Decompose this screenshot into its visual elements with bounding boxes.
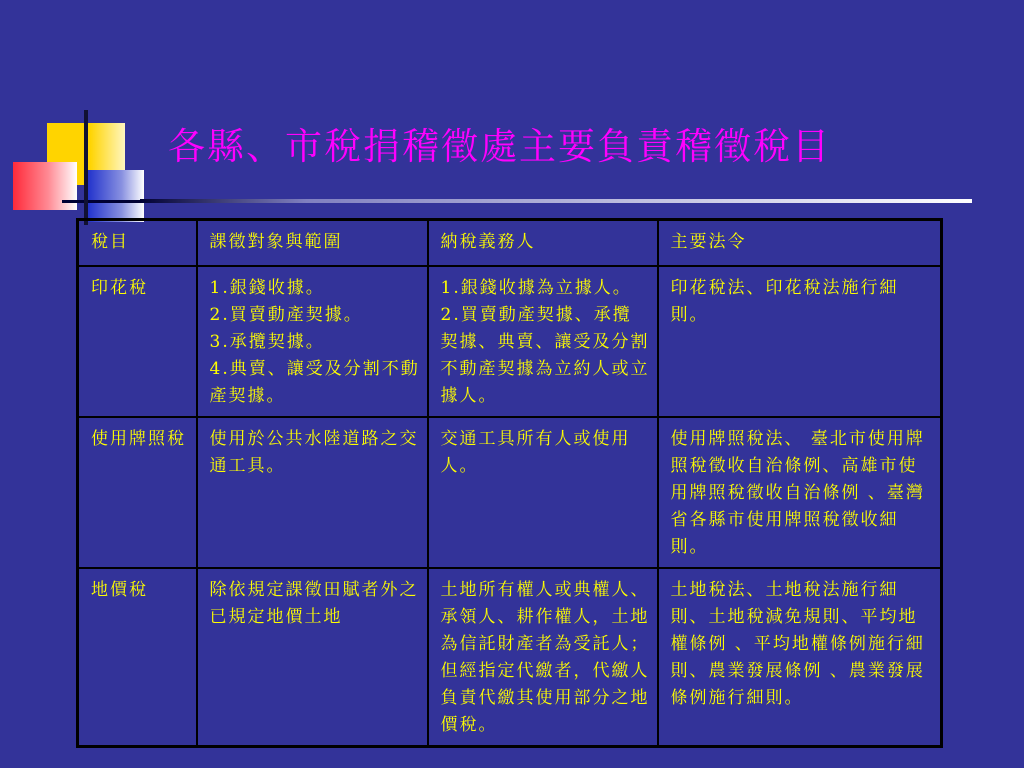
cell-tax: 印花稅 — [78, 266, 197, 417]
scope-item: 2.買賣動產契據。 — [209, 305, 363, 325]
table-row-land-value-tax — [78, 568, 942, 747]
cell-payer — [428, 417, 658, 568]
table-row-stamp-tax — [78, 266, 942, 417]
scope-item: 除依規定課徵田賦者外之已規定地價土地 — [209, 580, 419, 627]
payer-item: 1.銀錢收據為立據人。 — [440, 278, 632, 298]
cell-scope — [197, 266, 428, 417]
decor-title-rule — [140, 199, 972, 203]
table-row-license-tax — [78, 417, 942, 568]
cell-tax: 地價稅 — [78, 568, 197, 747]
payer-item: 交通工具所有人或使用人。 — [440, 429, 631, 476]
header-payer: 納稅義務人 — [428, 220, 658, 267]
scope-item: 4.典賣、讓受及分割不動產契據。 — [209, 359, 420, 406]
cell-tax: 使用牌照稅 — [78, 417, 197, 568]
tax-table — [76, 218, 943, 748]
payer-item: 土地所有權人或典權人、承領人、耕作權人，土地為信託財產者為受託人；但經指定代繳者，代繳人負責代繳其使用部分之地價稅。 — [440, 580, 650, 735]
header-law: 主要法令 — [658, 220, 942, 267]
table-header-row — [78, 220, 942, 267]
cell-scope — [197, 417, 428, 568]
header-scope: 課徵對象與範圍 — [197, 220, 428, 267]
cell-payer — [428, 568, 658, 747]
header-tax-item: 稅目 — [78, 220, 197, 267]
payer-item: 2.買賣動產契據、承攬契據、典賣、讓受及分割不動產契據為立約人或立據人。 — [440, 305, 650, 406]
decor-vertical-rule — [84, 110, 88, 225]
cell-scope — [197, 568, 428, 747]
cell-law: 使用牌照稅法、 臺北市使用牌照稅徵收自治條例、高雄市使用牌照稅徵收自治條例 、臺灣省各縣市使用牌照稅徵收細則。 — [658, 417, 942, 568]
cell-law: 印花稅法、印花稅法施行細則。 — [658, 266, 942, 417]
scope-item: 使用於公共水陸道路之交通工具。 — [209, 429, 419, 476]
slide-title: 各縣、市稅捐稽徵處主要負責稽徵稅目 — [168, 125, 831, 168]
scope-item: 1.銀錢收據。 — [209, 278, 325, 298]
cell-law: 土地稅法、土地稅法施行細則、土地稅減免規則、平均地權條例 、平均地權條例施行細則、農業發展條例 、農業發展條例施行細則。 — [658, 568, 942, 747]
decor-blue-square — [88, 170, 144, 222]
cell-payer — [428, 266, 658, 417]
scope-item: 3.承攬契據。 — [209, 332, 325, 352]
